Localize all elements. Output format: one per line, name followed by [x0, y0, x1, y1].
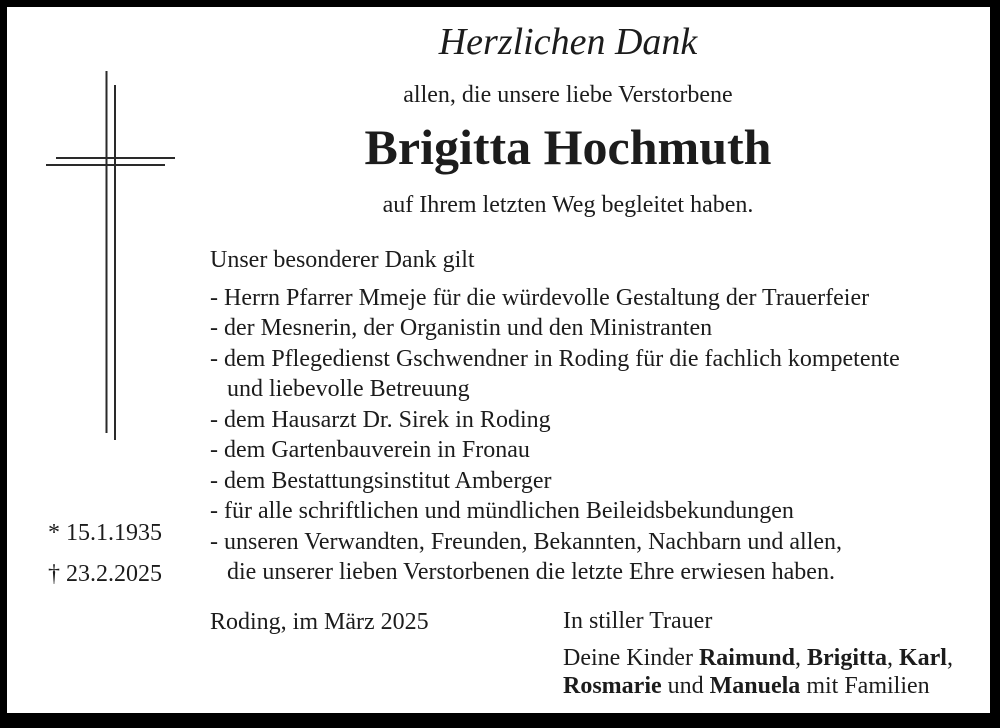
memorial-cross-icon [45, 69, 185, 449]
place-and-date: Roding, im März 2025 [210, 609, 429, 635]
thanks-line: - für alle schriftlichen und mündlichen Beileidsbekundungen [210, 498, 794, 524]
mourning-line: In stiller Trauer [563, 608, 713, 634]
thanks-section [210, 245, 970, 588]
birth-date: * 15.1.1935 [48, 520, 162, 546]
notice-header [210, 19, 926, 220]
notice-card [7, 7, 990, 713]
death-date: † 23.2.2025 [48, 561, 162, 587]
life-dates [48, 520, 162, 587]
signature-line: Rosmarie und Manuela mit Familien [563, 672, 930, 699]
signature-block [563, 645, 953, 700]
notice-title: Herzlichen Dank [438, 21, 698, 63]
thanks-line: - dem Pflegedienst Gschwendner in Roding für die fachlich kompetente [210, 345, 900, 372]
intro-line: allen, die unsere liebe Verstorbene [403, 82, 733, 108]
thanks-line: - der Mesnerin, der Organistin und den Ministranten [210, 315, 713, 341]
mourning-section [563, 608, 953, 700]
thanks-list [210, 283, 970, 588]
thanks-line: die unserer lieben Verstorbenen die letzte Ehre erwiesen haben. [227, 559, 835, 585]
thanks-line: - dem Bestattungsinstitut Amberger [210, 467, 552, 494]
thanks-line: und liebevolle Betreuung [227, 376, 470, 402]
thanks-line: - Herrn Pfarrer Mmeje für die würdevolle Gestaltung der Trauerfeier [210, 284, 870, 311]
signature-line: Deine Kinder Raimund, Brigitta, Karl, [563, 645, 953, 671]
thanks-line: - unseren Verwandten, Freunden, Bekannten, Nachbarn und allen, [210, 528, 843, 555]
deceased-name: Brigitta Hochmuth [364, 119, 772, 175]
thanks-line: - dem Hausarzt Dr. Sirek in Roding [210, 406, 551, 433]
thanks-intro: Unser besonderer Dank gilt [210, 247, 475, 273]
outro-line: auf Ihrem letzten Weg begleitet haben. [382, 192, 754, 218]
thanks-line: - dem Gartenbauverein in Fronau [210, 437, 530, 463]
